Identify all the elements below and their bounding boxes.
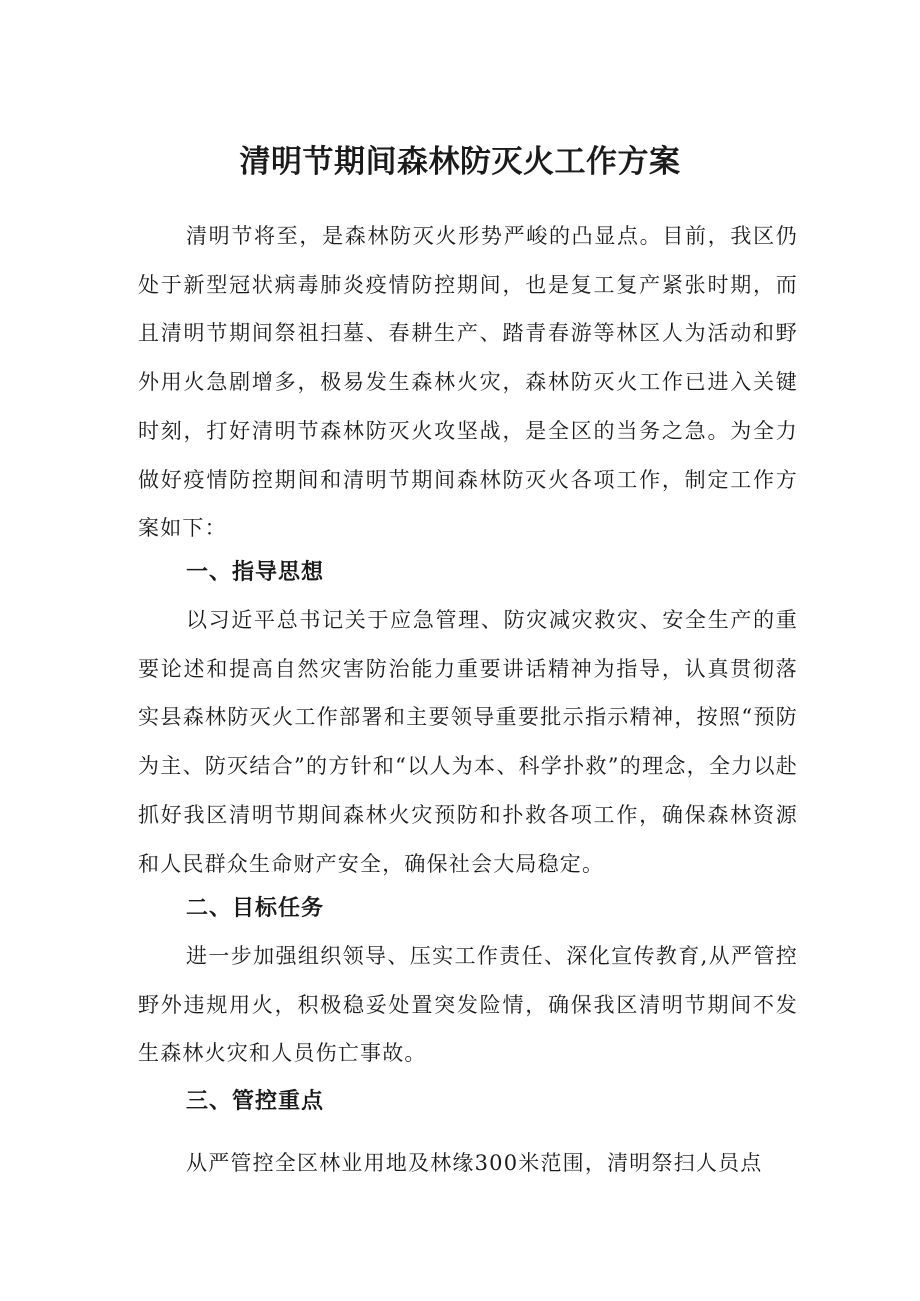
section-body-guiding-ideology: 以习近平总书记关于应急管理、防灾减灾救灾、安全生产的重要论述和提高自然灾害防治能力重要讲话精神为指导，认真贯彻落实县森林防灭火工作部署和主要领导重要批示指示精神，按照“预防为主、防灭结合”的方针和“以人为本、科学扑救”的理念，全力以赴抓好我区清明节期间森林火灾预防和扑救各项工作，确保森林资源和人民群众生命财产安全，确保社会大局稳定。 bbox=[138, 608, 798, 876]
section-heading-guiding-ideology: 一、指导思想 bbox=[186, 560, 325, 585]
intro-paragraph: 清明节将至，是森林防灭火形势严峻的凸显点。目前，我区仍处于新型冠状病毒肺炎疫情防控期间，也是复工复产紧张时期，而且清明节期间祭祖扫墓、春耕生产、踏青春游等林区人为活动和野外用火急剧增多，极易发生森林火灾，森林防灭火工作已进入关键时刻，打好清明节森林防灭火攻坚战，是全区的当务之急。为全力做好疫情防控期间和清明节期间森林防灭火各项工作，制定工作方案如下： bbox=[138, 224, 798, 541]
section-heading-objectives: 二、目标任务 bbox=[186, 896, 325, 921]
document-title: 清明节期间森林防灭火工作方案 bbox=[239, 144, 681, 180]
section-body-objectives: 进一步加强组织领导、压实工作责任、深化宣传教育,从严管控野外违规用火，积极稳妥处置突发险情，确保我区清明节期间不发生森林火灾和人员伤亡事故。 bbox=[138, 944, 798, 1066]
section-heading-control-focus: 三、管控重点 bbox=[186, 1089, 325, 1114]
section-body-control-focus: 从严管控全区林业用地及林缘300米范围，清明祭扫人员点 bbox=[186, 1151, 763, 1175]
